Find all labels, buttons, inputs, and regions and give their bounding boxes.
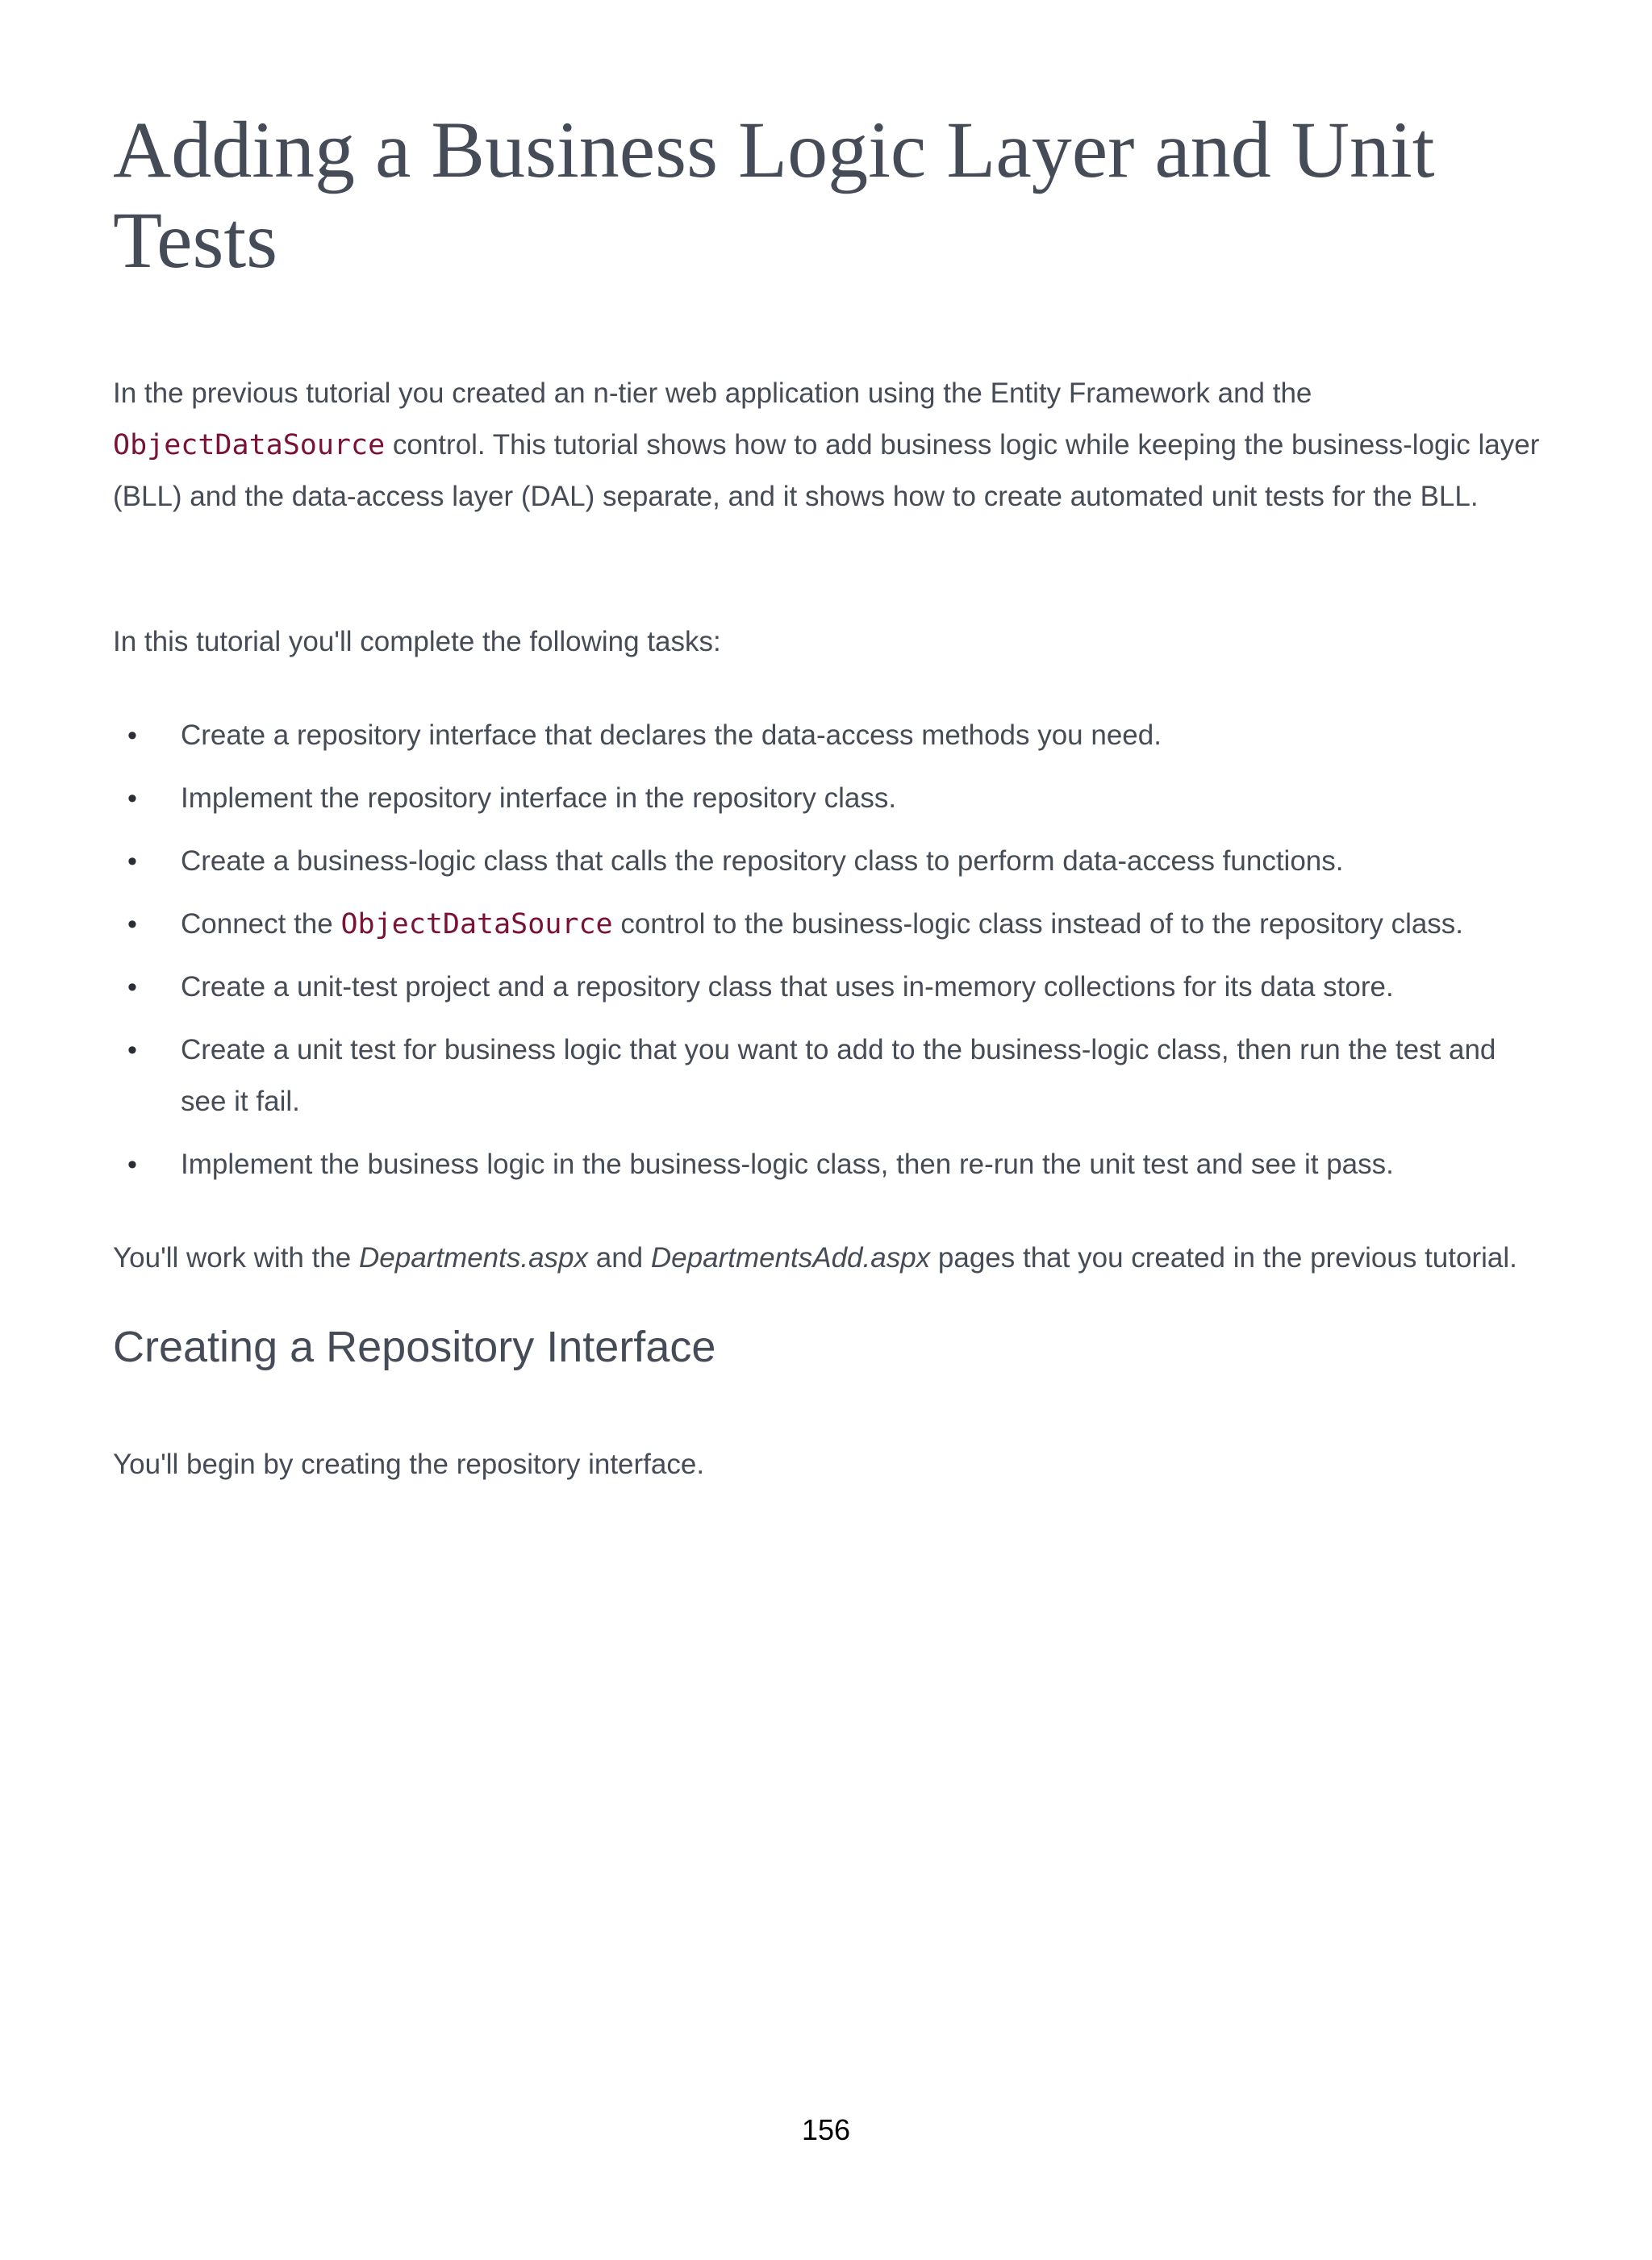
file-name-departments-add: DepartmentsAdd.aspx	[650, 1242, 931, 1274]
task-item	[113, 1139, 1549, 1190]
task-text: Implement the repository interface in the repository class.	[181, 782, 897, 814]
section-heading: Creating a Repository Interface	[113, 1323, 716, 1371]
task-item	[113, 710, 1549, 761]
pages-paragraph	[113, 1232, 1565, 1284]
task-text: Create a business-logic class that calls the repository class to perform data-access functions.	[181, 845, 1344, 877]
bullet-icon: •	[127, 909, 137, 940]
pages-text-and: and	[588, 1242, 651, 1274]
task-text-end: control to the business-logic class instead of to the repository class.	[612, 908, 1464, 940]
task-item	[113, 836, 1549, 887]
task-code-objectdatasource: ObjectDataSource	[340, 908, 613, 940]
task-text: Implement the business logic in the business-logic class, then re-run the unit test and see it pass.	[181, 1149, 1394, 1180]
task-text: Create a unit-test project and a repository class that uses in-memory collections for its data store.	[181, 971, 1394, 1003]
task-text: Create a unit test for business logic that you want to add to the business-logic class, then run the test and see it fail.	[181, 1034, 1496, 1117]
tasks-lead: In this tutorial you'll complete the following tasks:	[113, 626, 721, 657]
intro-paragraph	[113, 368, 1549, 523]
task-text-start: Connect the	[181, 908, 341, 940]
page-title: Adding a Business Logic Layer and Unit Tests	[113, 105, 1435, 285]
bullet-icon: •	[127, 972, 137, 1003]
task-text	[181, 908, 1463, 940]
intro-text-end: control. This tutorial shows how to add business logic while keeping the business-logic layer (BLL) and the data-access layer (DAL) separate, and it shows how to create automated unit tests for the BLL.	[113, 429, 1540, 512]
task-item	[113, 773, 1549, 824]
pages-text-end: pages that you created in the previous tutorial.	[930, 1242, 1517, 1274]
bullet-icon: •	[127, 1035, 137, 1065]
file-name-departments: Departments.aspx	[359, 1242, 589, 1274]
task-item	[113, 1024, 1549, 1128]
bullet-icon: •	[127, 720, 137, 751]
task-text: Create a repository interface that declares the data-access methods you need.	[181, 719, 1162, 751]
section-paragraph: You'll begin by creating the repository interface.	[113, 1449, 705, 1480]
intro-text-start: In the previous tutorial you created an n-tier web application using the Entity Framework and the	[113, 377, 1312, 409]
bullet-icon: •	[127, 1149, 137, 1180]
bullet-icon: •	[127, 783, 137, 814]
intro-code-objectdatasource: ObjectDataSource	[113, 429, 386, 461]
bullet-icon: •	[127, 846, 137, 877]
task-list	[113, 710, 1549, 1202]
pages-text-start: You'll work with the	[113, 1242, 359, 1274]
task-item	[113, 961, 1549, 1013]
task-item	[113, 899, 1549, 950]
page-number: 156	[801, 2113, 851, 2146]
